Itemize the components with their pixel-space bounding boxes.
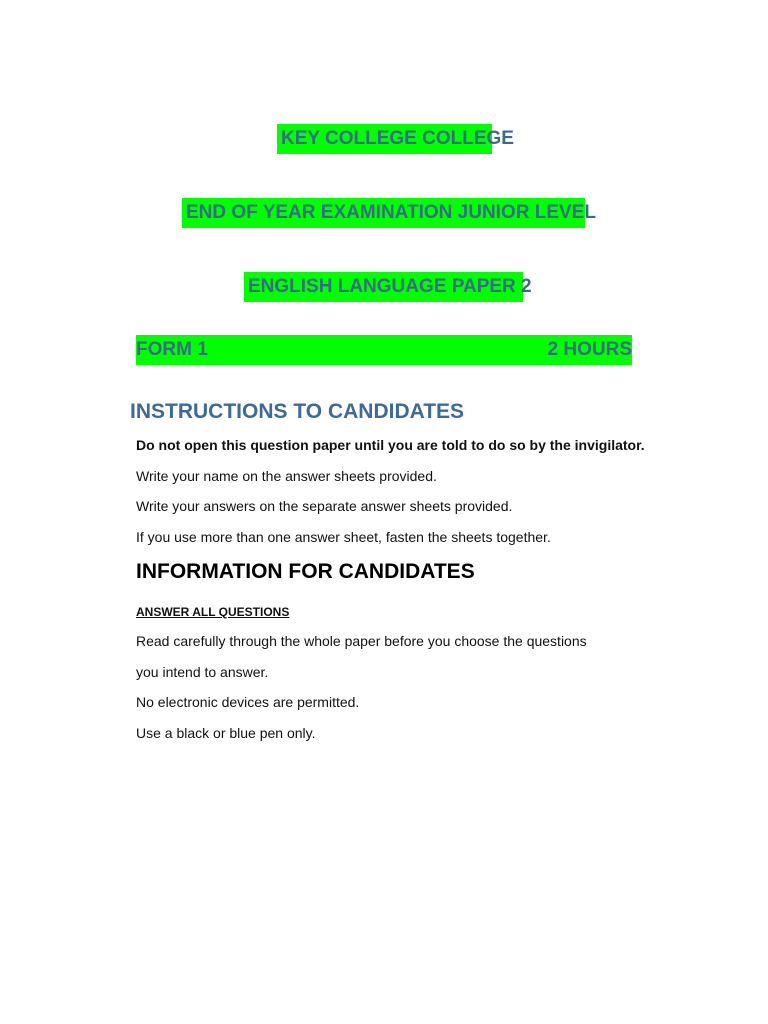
information-item: No electronic devices are permitted. bbox=[136, 694, 360, 710]
information-item: Use a black or blue pen only. bbox=[136, 725, 316, 741]
instruction-item: Write your name on the answer sheets provided. bbox=[136, 468, 437, 484]
duration-label: 2 HOURS bbox=[547, 339, 632, 360]
school-name: KEY COLLEGE COLLEGE bbox=[277, 124, 492, 154]
instructions-heading: INSTRUCTIONS TO CANDIDATES bbox=[130, 400, 465, 423]
exam-title: END OF YEAR EXAMINATION JUNIOR LEVEL bbox=[182, 198, 585, 228]
subject-title: ENGLISH LANGUAGE PAPER 2 bbox=[244, 272, 523, 302]
information-item: you intend to answer. bbox=[136, 664, 269, 680]
instruction-item: Write your answers on the separate answer sheets provided. bbox=[136, 498, 513, 514]
information-item: Read carefully through the whole paper before you choose the questions bbox=[136, 633, 587, 649]
answer-all-subheading: ANSWER ALL QUESTIONS bbox=[136, 605, 290, 619]
form-duration-bar bbox=[136, 335, 632, 365]
information-heading: INFORMATION FOR CANDIDATES bbox=[136, 560, 475, 583]
form-label: FORM 1 bbox=[136, 339, 208, 360]
instruction-item: Do not open this question paper until you are told to do so by the invigilator. bbox=[136, 437, 645, 453]
instruction-item: If you use more than one answer sheet, fasten the sheets together. bbox=[136, 529, 551, 545]
